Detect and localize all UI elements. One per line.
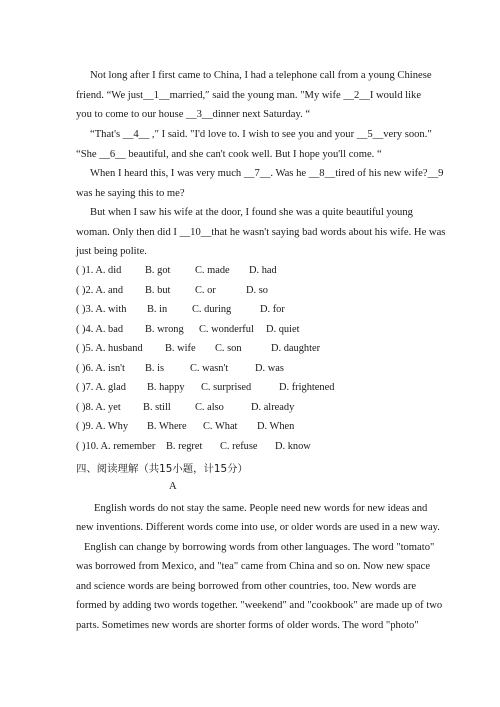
question-option-b: B. in bbox=[147, 304, 168, 315]
reading-line: formed by adding two words together. "weekend" and "cookbook" are made up of two bbox=[76, 600, 443, 611]
question-row bbox=[76, 343, 320, 354]
passage-line: When I heard this, I was very much __7__. Was he __8__tired of his new wife?__9 bbox=[90, 168, 444, 179]
question-option-b: B. got bbox=[145, 265, 171, 276]
question-row bbox=[76, 382, 334, 393]
question-option-d: D. know bbox=[275, 441, 311, 452]
reading-line: parts. Sometimes new words are shorter forms of older words. The word "photo" bbox=[76, 620, 419, 631]
question-option-c: C. during bbox=[192, 304, 232, 315]
question-option-c: C. What bbox=[203, 421, 238, 432]
question-option-d: D. so bbox=[246, 285, 268, 296]
passage-line: But when I saw his wife at the door, I found she was a quite beautiful young bbox=[90, 207, 413, 218]
question-option-a: ( )5. A. husband bbox=[76, 343, 143, 354]
question-option-b: B. but bbox=[145, 285, 171, 296]
question-option-b: B. is bbox=[145, 363, 165, 374]
reading-line: English can change by borrowing words from other languages. The word "tomato" bbox=[84, 542, 435, 553]
passage-line: friend. “We just__1__married,″ said the young man. "My wife __2__I would like bbox=[76, 90, 422, 101]
passage-line: Not long after I first came to China, I had a telephone call from a young Chinese bbox=[90, 70, 432, 81]
question-option-b: B. still bbox=[143, 402, 171, 413]
question-option-b: B. Where bbox=[147, 421, 187, 432]
question-option-a: ( )2. A. and bbox=[76, 285, 124, 296]
question-row bbox=[76, 363, 284, 374]
question-option-d: D. was bbox=[255, 363, 284, 374]
reading-line: was borrowed from Mexico, and "tea" came from China and so on. Now new space bbox=[76, 561, 431, 572]
question-option-a: ( )7. A. glad bbox=[76, 382, 126, 393]
question-option-d: D. quiet bbox=[266, 324, 300, 335]
question-option-c: C. or bbox=[195, 285, 216, 296]
question-option-b: B. happy bbox=[147, 382, 185, 393]
question-option-c: C. son bbox=[215, 343, 242, 354]
passage-line: you to come to our house __3__dinner next Saturday. “ bbox=[76, 109, 311, 120]
question-option-a: ( )6. A. isn't bbox=[76, 363, 125, 374]
question-option-c: C. surprised bbox=[201, 382, 252, 393]
question-option-c: C. refuse bbox=[220, 441, 258, 452]
question-option-a: ( )9. A. Why bbox=[76, 421, 129, 432]
question-option-b: B. regret bbox=[166, 441, 203, 452]
reading-line: new inventions. Different words come into use, or older words are used in a new way. bbox=[76, 522, 440, 533]
reading-line: and science words are being borrowed from other countries, too. New words are bbox=[76, 581, 417, 592]
question-row bbox=[76, 324, 299, 335]
question-option-d: D. daughter bbox=[271, 343, 321, 354]
question-option-d: D. When bbox=[257, 421, 295, 432]
section-heading: 四、阅读理解（共15小题，计15分） bbox=[76, 463, 248, 475]
question-option-d: D. had bbox=[249, 265, 277, 276]
question-option-d: D. already bbox=[251, 402, 295, 413]
question-row bbox=[76, 285, 268, 296]
question-row bbox=[76, 265, 277, 276]
reading-line: English words do not stay the same. People need new words for new ideas and bbox=[94, 503, 428, 514]
question-option-c: C. also bbox=[195, 402, 224, 413]
question-option-c: C. wasn't bbox=[190, 363, 229, 374]
question-option-d: D. frightened bbox=[279, 382, 335, 393]
question-option-a: ( )8. A. yet bbox=[76, 402, 121, 413]
question-row bbox=[76, 421, 294, 432]
passage-line: woman. Only then did I __10__that he wasn't saying bad words about his wife. He was bbox=[76, 227, 446, 238]
question-row bbox=[76, 402, 294, 413]
question-row bbox=[76, 304, 285, 315]
question-option-c: C. wonderful bbox=[199, 324, 254, 335]
passage-line: was he saying this to me? bbox=[76, 188, 185, 199]
question-option-a: ( )4. A. bad bbox=[76, 324, 124, 335]
question-option-b: B. wife bbox=[165, 343, 196, 354]
question-option-b: B. wrong bbox=[145, 324, 184, 335]
passage-line: “That's __4__ ,″ I said. "I'd love to. I wish to see you and your __5__very soon.″ bbox=[90, 129, 432, 140]
reading-label: A bbox=[169, 481, 177, 492]
question-option-c: C. made bbox=[195, 265, 230, 276]
question-row bbox=[76, 441, 311, 452]
passage-line: “She __6__ beautiful, and she can't cook well. But I hope you'll come. “ bbox=[76, 149, 382, 160]
question-option-d: D. for bbox=[260, 304, 285, 315]
question-option-a: ( )1. A. did bbox=[76, 265, 122, 276]
passage-line: just being polite. bbox=[76, 246, 147, 257]
question-option-a: ( )10. A. remember bbox=[76, 441, 156, 452]
question-option-a: ( )3. A. with bbox=[76, 304, 127, 315]
